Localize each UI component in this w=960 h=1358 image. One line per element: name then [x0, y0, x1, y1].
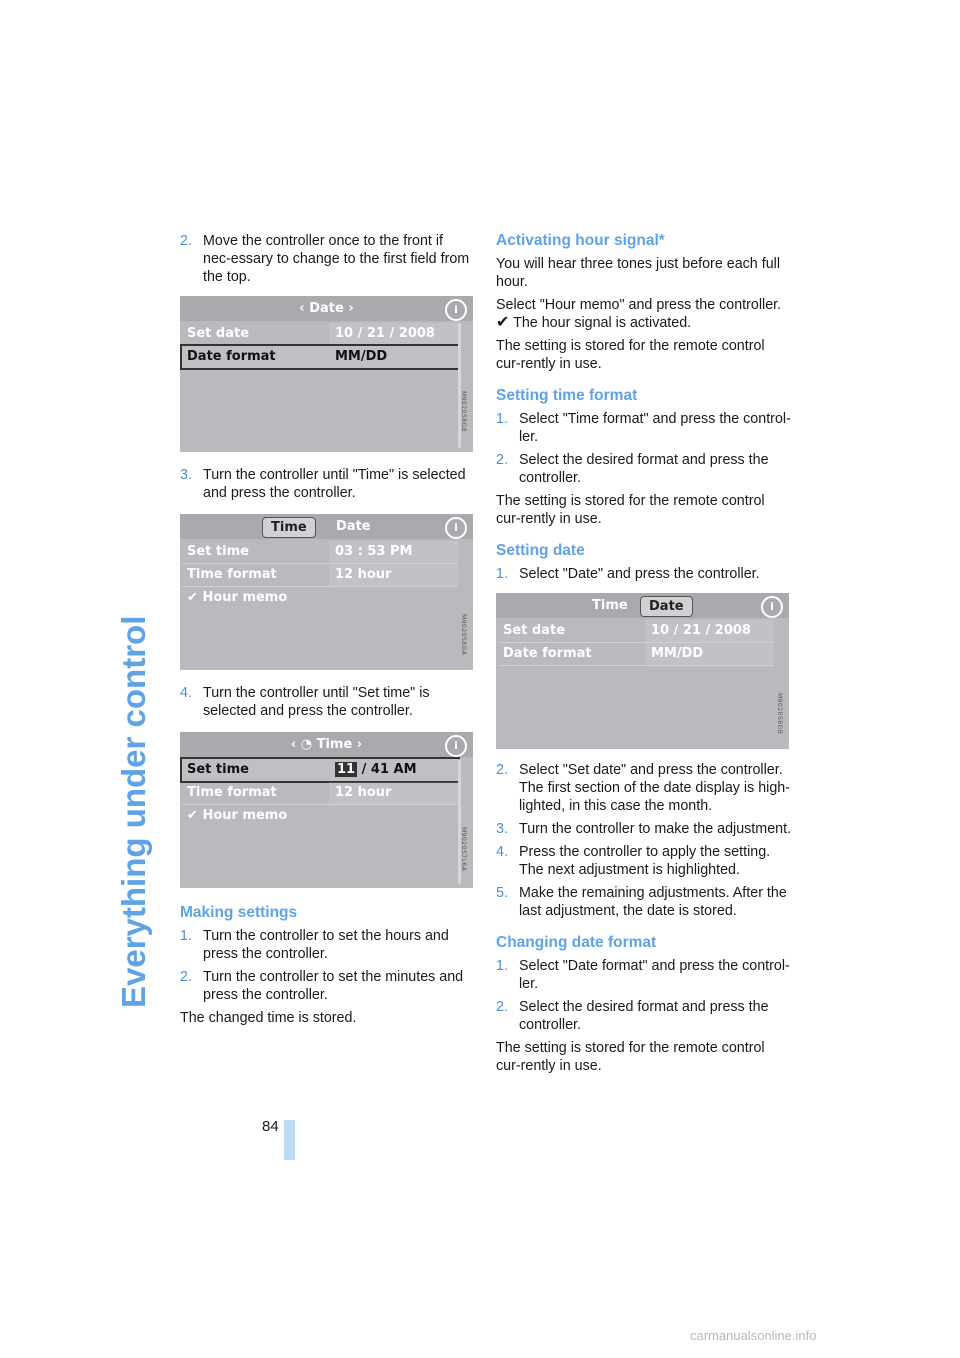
menu-row: [498, 620, 774, 643]
step-text: Select the desired format and press the controller.: [519, 452, 769, 486]
section-heading: Activating hour signal*: [496, 232, 665, 249]
footer-watermark: carmanualsonline.info: [690, 1328, 817, 1343]
side-title-text: Everything under control: [115, 615, 152, 1008]
step-item: [180, 466, 474, 502]
tab-time: Time: [592, 598, 628, 613]
section-heading: Changing date format: [496, 934, 657, 951]
menu-row-checkbox: [182, 587, 458, 609]
tab-date: Date: [336, 519, 371, 534]
chevron-right-icon: ›: [352, 737, 363, 752]
screen-title-bar: [180, 514, 473, 539]
step-text: Turn the controller until "Time" is selected and press the controller.: [203, 467, 466, 501]
paragraph: [496, 296, 792, 332]
menu-row: [182, 541, 458, 564]
menu-row: [182, 782, 458, 805]
checkmark-icon: ✔: [496, 314, 510, 331]
row-value: / 41 AM: [361, 762, 417, 777]
step-item: [180, 968, 474, 1004]
step-number: 1.: [496, 958, 508, 974]
menu-row: [182, 564, 458, 587]
info-icon: i: [445, 735, 467, 757]
row-label: Set date: [503, 623, 566, 638]
chevron-left-icon: ‹: [290, 737, 301, 752]
highlighted-hour: 11: [337, 762, 356, 777]
row-value: 12 hour: [329, 564, 458, 586]
screen-title-bar: [180, 296, 473, 321]
step-text: Move the controller once to the front if nec-essary to change to the first field from the top.: [203, 233, 470, 285]
step-number: 2.: [180, 969, 192, 985]
step-text: Turn the controller to set the hours and press the controller.: [203, 928, 449, 962]
step-number: 1.: [180, 928, 192, 944]
left-column: [180, 232, 474, 1032]
right-column: [496, 232, 792, 1080]
checkmark-icon: ✔: [187, 808, 198, 823]
row-label: Time format: [187, 567, 277, 582]
menu-row-highlighted: [182, 759, 458, 781]
idrive-screen-time: [180, 732, 473, 888]
menu-row-highlighted: [182, 346, 458, 368]
menu-row: [498, 643, 774, 666]
tab-time: Time: [262, 517, 316, 538]
section-heading: Setting time format: [496, 387, 638, 404]
step-item: [496, 820, 792, 838]
step-text: Press the controller to apply the setting. The next adjustment is highlighted.: [519, 844, 771, 878]
row-value: 12 hour: [329, 782, 458, 804]
row-label: Hour memo: [202, 808, 288, 823]
idrive-screen-date-tab: [496, 593, 789, 749]
page-number: 84: [262, 1118, 279, 1135]
step-number: 2.: [180, 233, 192, 249]
paragraph: The setting is stored for the remote control cur-rently in use.: [496, 1040, 765, 1074]
row-value: 03 : 53 PM: [329, 541, 458, 563]
clock-icon: ◔: [300, 737, 317, 752]
step-text: Select "Set date" and press the controller. The first section of the date display is high-lighted, in this case the month.: [519, 762, 790, 814]
screen-title: Time: [316, 737, 353, 752]
step-number: 3.: [180, 467, 192, 483]
step-number: 2.: [496, 999, 508, 1015]
paragraph: The setting is stored for the remote control cur-rently in use.: [496, 493, 765, 527]
step-item: [496, 451, 792, 487]
info-icon: i: [445, 299, 467, 321]
image-code: M9020S7L6A: [460, 827, 467, 872]
step-number: 2.: [496, 452, 508, 468]
step-item: [496, 843, 792, 879]
paragraph: You will hear three tones just before each full hour.: [496, 256, 780, 290]
row-label: Time format: [187, 785, 277, 800]
info-icon: i: [761, 596, 783, 618]
step-number: 3.: [496, 821, 508, 837]
step-text: Select "Date format" and press the control-ler.: [519, 958, 790, 992]
paragraph-text: Select "Hour memo" and press the controller.: [496, 297, 782, 313]
section-heading: Setting date: [496, 542, 585, 559]
step-number: 2.: [496, 762, 508, 778]
paragraph: The setting is stored for the remote control cur-rently in use.: [496, 338, 765, 372]
page-number-bar: [284, 1120, 295, 1160]
image-code: M9020S8GA: [460, 614, 467, 656]
paragraph-text: The hour signal is activated.: [513, 315, 692, 331]
image-code: M9020S8G8: [460, 391, 467, 433]
screen-title-bar: [180, 732, 473, 757]
row-value: 10 / 21 / 2008: [645, 620, 774, 642]
step-number: 1.: [496, 411, 508, 427]
chevron-left-icon: ‹: [299, 301, 310, 316]
step-text: Turn the controller until "Set time" is selected and press the controller.: [203, 685, 430, 719]
step-item: [180, 232, 474, 286]
image-code: M9020S8GB: [776, 693, 783, 735]
step-text: Turn the controller to set the minutes and press the controller.: [203, 969, 464, 1003]
tab-date: Date: [640, 596, 693, 617]
step-number: 4.: [180, 685, 192, 701]
step-item: [496, 565, 792, 583]
paragraph: The changed time is stored.: [180, 1010, 357, 1026]
menu-row-checkbox: [182, 805, 458, 827]
step-item: [180, 684, 474, 720]
step-number: 5.: [496, 885, 508, 901]
step-item: [496, 884, 792, 920]
step-item: [496, 761, 792, 815]
step-number: 1.: [496, 566, 508, 582]
row-label: Set time: [187, 544, 249, 559]
row-value: MM/DD: [645, 643, 774, 665]
screen-title: Date: [309, 301, 344, 316]
idrive-screen-date: [180, 296, 473, 452]
section-heading: Making settings: [180, 904, 298, 921]
chevron-right-icon: ›: [343, 301, 354, 316]
section-side-title: [112, 230, 156, 1010]
step-text: Select "Date" and press the controller.: [519, 566, 760, 582]
row-value: MM/DD: [335, 349, 388, 364]
checkmark-icon: ✔: [187, 590, 198, 605]
row-label: Set time: [187, 762, 249, 777]
step-item: [496, 998, 792, 1034]
row-label: Date format: [503, 646, 592, 661]
row-label: Set date: [187, 326, 250, 341]
step-text: Make the remaining adjustments. After the last adjustment, the date is stored.: [519, 885, 787, 919]
step-text: Select "Time format" and press the control-ler.: [519, 411, 791, 445]
row-label: Date format: [187, 349, 276, 364]
idrive-screen-time-tab: [180, 514, 473, 670]
info-icon: i: [445, 517, 467, 539]
row-label: Hour memo: [202, 590, 288, 605]
step-text: Select the desired format and press the controller.: [519, 999, 769, 1033]
row-value: 10 / 21 / 2008: [329, 323, 458, 345]
step-item: [496, 410, 792, 446]
step-item: [180, 927, 474, 963]
menu-row: [182, 323, 458, 346]
step-text: Turn the controller to make the adjustment.: [519, 821, 792, 837]
step-number: 4.: [496, 844, 508, 860]
step-item: [496, 957, 792, 993]
